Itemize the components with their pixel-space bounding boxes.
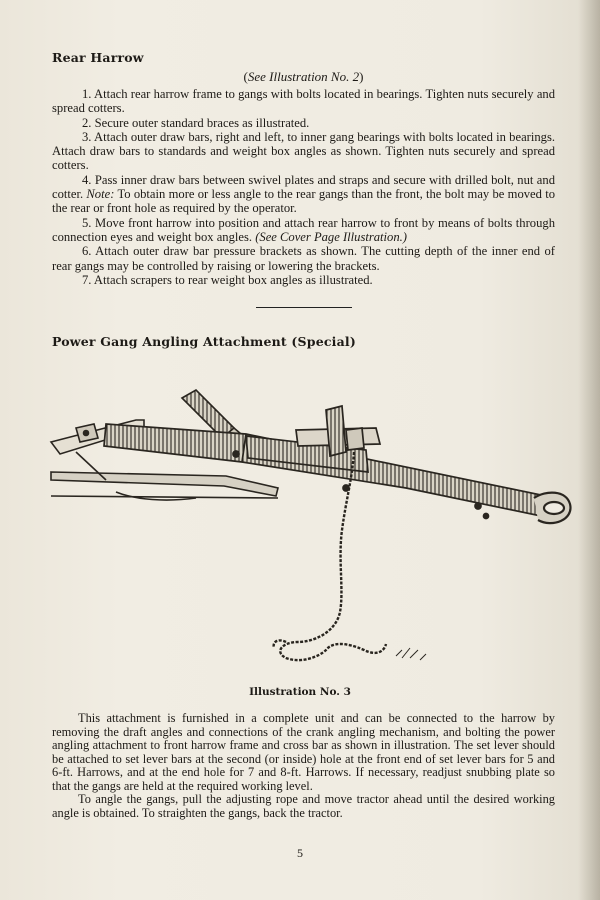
adjusting-rope [274, 452, 386, 660]
step-7: 7. Attach scrapers to rear weight box angles as illustrated. [82, 272, 373, 287]
page-edge-shadow [578, 0, 600, 900]
ground-marks [396, 648, 426, 660]
step-4: 4. Pass inner draw bars between swivel plates and straps and secure with drilled bolt, nut and cotter. Note: To obtain more or less angle to the rear gangs than the front, the bolt may be moved to the rear or front hole as required by the operator. [52, 172, 556, 216]
power-gang-angling-illustration [46, 380, 576, 690]
rear-harrow-section [52, 50, 555, 349]
section-divider [256, 307, 352, 308]
description-paragraph-2: To angle the gangs, pull the adjusting rope and move tractor ahead until the desired working angle is obtained. To straighten the gangs, back the tractor. [52, 792, 555, 820]
step-5: 5. Move front harrow into position and attach rear harrow to front by means of bolts through connection eyes and weight box angles. (See Cover Page Illustration.) [52, 215, 555, 244]
draw-hook [534, 493, 570, 524]
step-3: 3. Attach outer draw bars, right and left, to inner gang bearings with bolts located in bearings. Attach draw bars to standards and weight box angles as shown. Tighten nuts securely and spread cotters. [52, 129, 555, 173]
section-heading-rear-harrow: Rear Harrow [52, 50, 144, 65]
step-6: 6. Attach outer draw bar pressure brackets as shown. The cutting depth of the inner end of rear gangs may be controlled by raising or lowering the brackets. [52, 244, 555, 273]
section-heading-power-gang: Power Gang Angling Attachment (Special) [52, 334, 356, 350]
figure-caption: Illustration No. 3 [249, 686, 351, 698]
note-label: Note: [86, 187, 115, 202]
illustration-reference-text: See Illustration No. 2 [247, 69, 360, 84]
page-number: 5 [297, 846, 303, 860]
illustration-reference: (See Illustration No. 2) [243, 69, 364, 84]
cover-page-reference: (See Cover Page Illustration.) [255, 229, 407, 244]
step-2: 2. Secure outer standard braces as illustrated. [82, 115, 310, 130]
description-paragraph-1: This attachment is furnished in a complete unit and can be connected to the harrow by removing the draft angles and connections of the crank angling mechanism, and bolting the power angling attachment to front harrow frame and cross bar as shown in illustration. The set lever should be attached to set lever bars at the second (or inside) hole at the front end of set lever bars for 5 and 6-ft. Harrows, and at the end hole for 7 and 8-ft. Harrows. If necessary, readjust snubbing plate so that the gangs are held at the required working level. [52, 711, 555, 793]
power-angling-beam [104, 406, 546, 519]
step-1: 1. Attach rear harrow frame to gangs with bolts located in bearings. Tighten nuts securely and spread cotters. [52, 87, 555, 116]
power-gang-description [52, 712, 555, 820]
